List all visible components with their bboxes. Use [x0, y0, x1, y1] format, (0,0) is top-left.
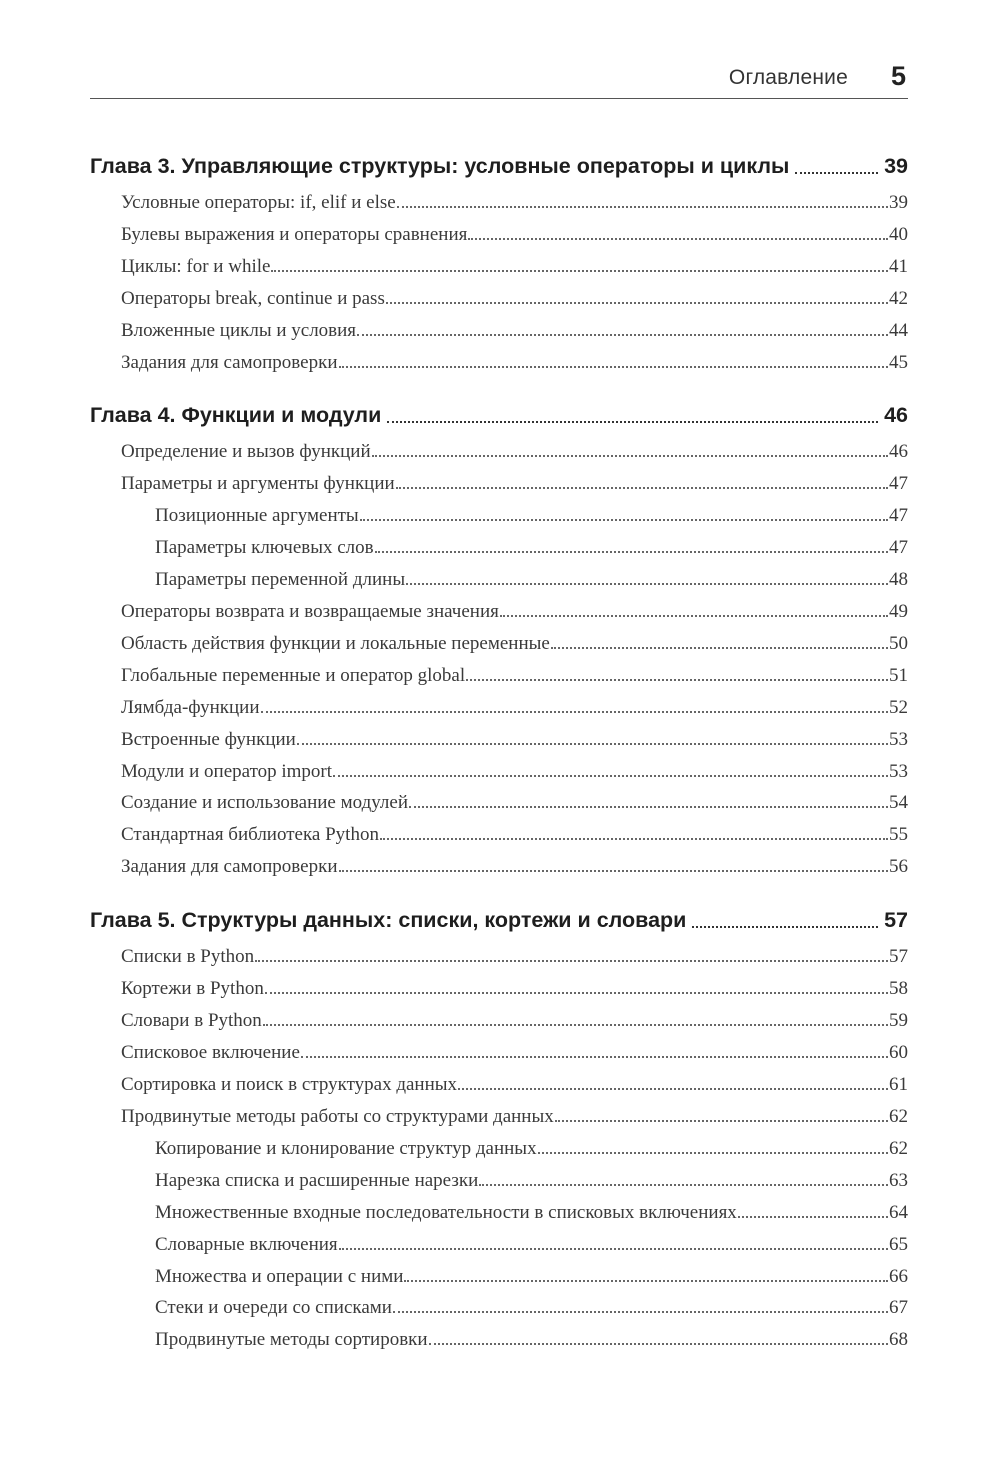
dot-leader [738, 1216, 888, 1218]
dot-leader [393, 1311, 888, 1313]
dot-leader [387, 421, 878, 423]
dot-leader [795, 172, 878, 174]
toc-entry-page: 67 [889, 1297, 908, 1319]
toc-entry-title: Сортировка и поиск в структурах данных [121, 1073, 458, 1095]
toc-entry-title: Кортежи в Python [121, 977, 264, 999]
toc-section[interactable] [121, 1074, 908, 1096]
toc-entry-title: Продвинутые методы сортировки [155, 1329, 428, 1351]
dot-leader [255, 960, 888, 962]
toc-entry-title: Лямбда-функции [121, 696, 260, 718]
toc-subsection[interactable] [155, 1202, 908, 1224]
toc-entry-page: 53 [889, 728, 908, 750]
toc-entry-title: Булевы выражения и операторы сравнения [121, 223, 468, 245]
toc-section[interactable] [121, 761, 908, 783]
toc-section[interactable] [121, 441, 908, 463]
toc-entry-page: 57 [884, 908, 908, 932]
dot-leader [297, 743, 888, 745]
toc-entry-page: 45 [889, 351, 908, 373]
dot-leader [261, 711, 888, 713]
toc-section[interactable] [121, 792, 908, 814]
toc-entry-page: 46 [889, 441, 908, 462]
dot-leader [466, 679, 888, 681]
dot-leader [479, 1184, 888, 1186]
toc-entry-page: 49 [889, 600, 908, 622]
toc-entry-title: Словарные включения [155, 1233, 338, 1255]
toc-entry-page: 55 [889, 824, 908, 846]
toc-entry-page: 65 [889, 1233, 908, 1255]
toc-section[interactable] [121, 192, 908, 214]
toc-section[interactable] [121, 824, 908, 846]
dot-leader [360, 519, 888, 521]
toc-entry-title: Область действия функции и локальные переменные [121, 632, 550, 654]
dot-leader [339, 1248, 888, 1250]
toc-entry-page: 40 [889, 223, 908, 245]
toc-entry-page: 39 [889, 192, 908, 213]
toc-entry-title: Условные операторы: if, elif и else [121, 192, 396, 213]
dot-leader [404, 1280, 888, 1282]
dot-leader [397, 206, 888, 208]
toc-entry-page: 62 [889, 1137, 908, 1159]
dot-leader [339, 870, 889, 872]
toc-entry-page: 52 [889, 696, 908, 718]
toc-entry-page: 47 [889, 472, 908, 494]
toc-entry-title: Словари в Python [121, 1009, 262, 1031]
dot-leader [692, 926, 878, 928]
toc-subsection[interactable] [155, 505, 908, 527]
toc-entry-title: Позиционные аргументы [155, 504, 359, 526]
toc-section[interactable] [121, 978, 908, 1000]
dot-leader [396, 487, 888, 489]
toc-entry-page: 46 [884, 403, 908, 427]
toc-subsection[interactable] [155, 1138, 908, 1160]
toc-section[interactable] [121, 288, 908, 310]
toc-entry-page: 63 [889, 1169, 908, 1191]
dot-leader [301, 1056, 888, 1058]
dot-leader [468, 238, 888, 240]
toc-entry-page: 47 [889, 536, 908, 558]
toc-entry-title: Стеки и очереди со списками [155, 1297, 392, 1319]
toc-section[interactable] [121, 665, 908, 687]
running-header-title: Оглавление [728, 66, 848, 89]
toc-section[interactable] [121, 320, 908, 342]
toc-entry-page: 57 [889, 946, 908, 967]
toc-entry-page: 54 [889, 792, 908, 814]
toc-entry-title: Создание и использование модулей [121, 792, 408, 814]
toc-section[interactable] [121, 697, 908, 719]
toc-subsection[interactable] [155, 1234, 908, 1256]
toc-section[interactable] [121, 601, 908, 623]
dot-leader [372, 455, 888, 457]
toc-entry-title: Задания для самопроверки [121, 856, 338, 878]
toc-entry-page: 39 [884, 154, 908, 178]
toc-subsection[interactable] [155, 537, 908, 559]
toc-subsection[interactable] [155, 1266, 908, 1288]
toc-entry-title: Задания для самопроверки [121, 351, 338, 373]
dot-leader [409, 806, 888, 808]
toc-section[interactable] [121, 1106, 908, 1128]
toc-entry-title: Стандартная библиотека Python [121, 824, 379, 846]
toc-entry-title: Множества и операции с ними [155, 1265, 404, 1287]
toc-section[interactable] [121, 224, 908, 246]
toc-section[interactable] [121, 256, 908, 278]
toc-entry-page: 42 [889, 287, 908, 309]
toc-entry-title: Встроенные функции [121, 728, 296, 750]
toc-section[interactable] [121, 856, 908, 878]
dot-leader [271, 270, 888, 272]
toc-entry-title: Циклы: for и while [121, 255, 271, 277]
toc-section[interactable] [121, 633, 908, 655]
toc-entry-page: 48 [889, 568, 908, 590]
chapter-heading[interactable] [90, 154, 908, 179]
toc-section[interactable] [121, 1010, 908, 1032]
dot-leader [386, 302, 888, 304]
toc-entry-title: Параметры переменной длины [155, 568, 406, 590]
toc-entry-page: 59 [889, 1009, 908, 1031]
toc-entry-title: Продвинутые методы работы со структурами данных [121, 1105, 554, 1127]
toc-entry-page: 41 [889, 255, 908, 277]
dot-leader [551, 647, 888, 649]
toc-entry-page: 50 [889, 632, 908, 654]
toc-entry-title: Множественные входные последовательности в списковых включениях [155, 1201, 737, 1223]
toc-section[interactable] [121, 729, 908, 751]
dot-leader [263, 1024, 888, 1026]
toc-entry-page: 64 [889, 1201, 908, 1223]
toc-entry-page: 61 [889, 1073, 908, 1095]
dot-leader [265, 992, 888, 994]
toc-entry-title: Модули и оператор import [121, 760, 333, 782]
dot-leader [333, 775, 888, 777]
chapter-heading[interactable] [90, 908, 908, 933]
toc-section[interactable] [121, 473, 908, 495]
toc-entry-page: 51 [889, 664, 908, 686]
toc-section[interactable] [121, 1042, 908, 1064]
toc-entry-title: Глава 3. Управляющие структуры: условные операторы и циклы [90, 154, 790, 178]
toc-subsection[interactable] [155, 1170, 908, 1192]
toc-entry-title: Параметры и аргументы функции [121, 472, 395, 494]
dot-leader [500, 615, 888, 617]
toc-entry-page: 56 [889, 856, 908, 878]
dot-leader [357, 334, 888, 336]
toc-entry-title: Нарезка списка и расширенные нарезки [155, 1169, 479, 1191]
toc-entry-title: Глобальные переменные и оператор global [121, 664, 466, 686]
running-header [90, 58, 908, 98]
toc-entry-title: Списки в Python [121, 946, 255, 967]
dot-leader [375, 551, 888, 553]
toc-entry-title: Определение и вызов функций [121, 441, 371, 462]
toc-subsection[interactable] [155, 569, 908, 591]
toc-entry-page: 68 [889, 1329, 908, 1351]
toc-entry-page: 44 [889, 319, 908, 341]
toc-entry-page: 53 [889, 760, 908, 782]
dot-leader [380, 838, 888, 840]
toc-section[interactable] [121, 946, 908, 968]
dot-leader [458, 1088, 888, 1090]
toc-subsection[interactable] [155, 1329, 908, 1351]
toc-entry-title: Списковое включение [121, 1041, 300, 1063]
toc-subsection[interactable] [155, 1297, 908, 1319]
toc-entry-title: Операторы break, continue и pass [121, 287, 385, 309]
toc-entry-page: 60 [889, 1041, 908, 1063]
toc-section[interactable] [121, 352, 908, 374]
toc-entry-title: Операторы возврата и возвращаемые значения [121, 600, 499, 622]
toc-entry-title: Глава 4. Функции и модули [90, 403, 382, 427]
dot-leader [406, 583, 888, 585]
toc-entry-title: Глава 5. Структуры данных: списки, кортежи и словари [90, 908, 687, 932]
toc-entry-title: Вложенные циклы и условия [121, 319, 357, 341]
toc-entry-title: Копирование и клонирование структур данных [155, 1137, 537, 1159]
toc-entry-page: 47 [889, 504, 908, 526]
toc-entry-page: 62 [889, 1105, 908, 1127]
dot-leader [429, 1343, 888, 1345]
dot-leader [538, 1152, 888, 1154]
toc-entry-page: 66 [889, 1265, 908, 1287]
page-number: 5 [890, 61, 906, 91]
chapter-heading[interactable] [90, 403, 908, 428]
toc-entry-page: 58 [889, 977, 908, 999]
header-divider [90, 98, 908, 99]
dot-leader [555, 1120, 888, 1122]
toc-entry-title: Параметры ключевых слов [155, 536, 374, 558]
dot-leader [339, 366, 889, 368]
